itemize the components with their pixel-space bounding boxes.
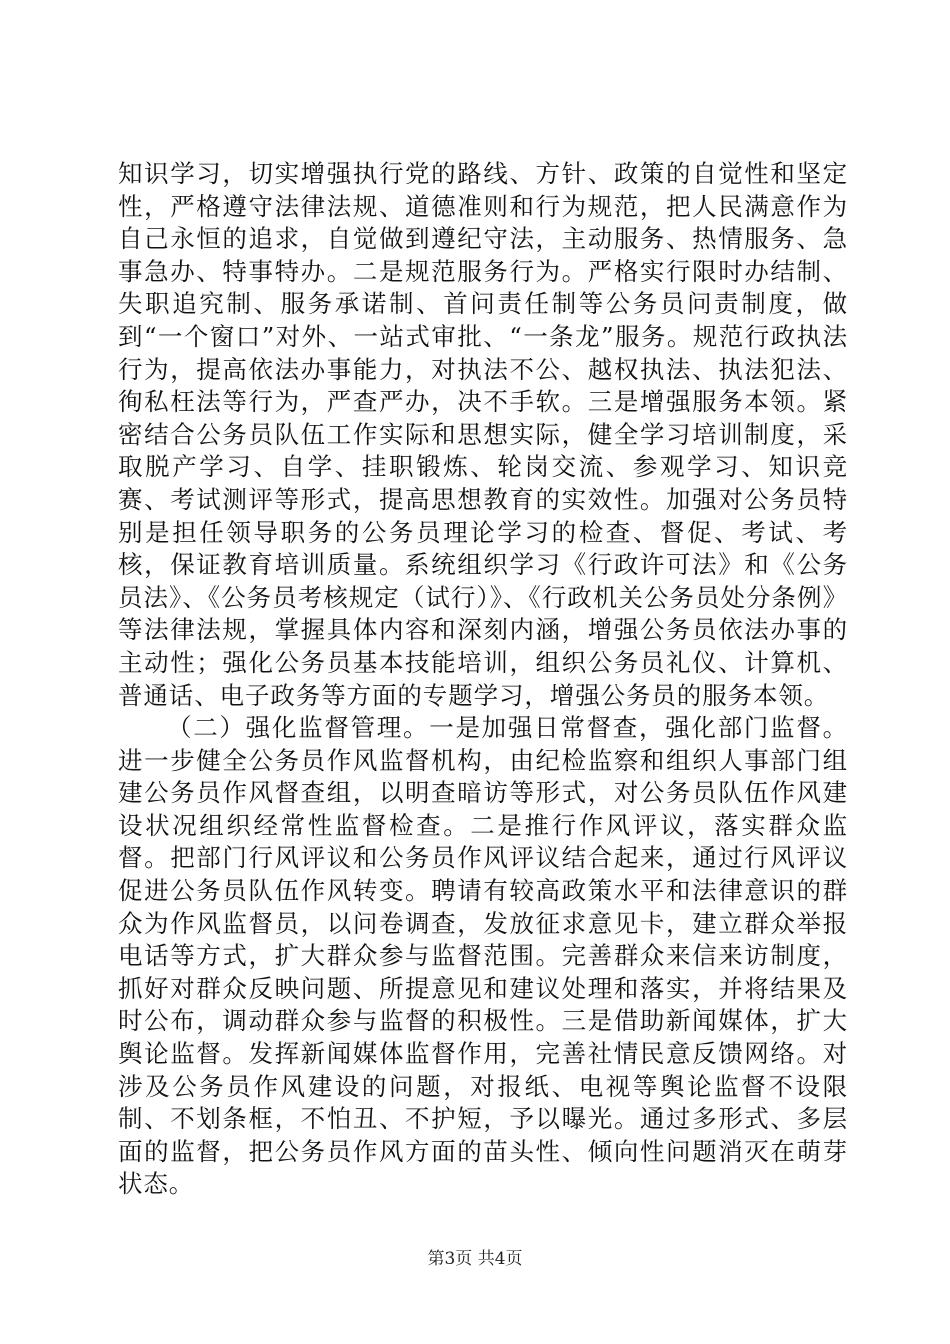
page-number-footer: 第3页 共4页 [427, 1249, 523, 1269]
document-body [118, 158, 848, 1201]
paragraph-continuation: 知识学习，切实增强执行党的路线、方针、政策的自觉性和坚定性，严格遵守法律法规、道德准则和行为规范，把人民满意作为自己永恒的追求，自觉做到遵纪守法，主动服务、热情服务、急事急办、特事特办。二是规范服务行为。严格实行限时办结制、失职追究制、服务承诺制、首问责任制等公务员问责制度，做到“一个窗口”对外、一站式审批、“一条龙”服务。规范行政执法行为，提高依法办事能力，对执法不公、越权执法、执法犯法、徇私枉法等行为，严查严办，决不手软。三是增强服务本领。紧密结合公务员队伍工作实际和思想实际，健全学习培训制度，采取脱产学习、自学、挂职锻炼、轮岗交流、参观学习、知识竞赛、考试测评等形式，提高思想教育的实效性。加强对公务员特别是担任领导职务的公务员理论学习的检查、督促、考试、考核，保证教育培训质量。系统组织学习《行政许可法》和《公务员法》、《公务员考核规定（试行）》、《行政机关公务员处分条例》等法律法规，掌握具体内容和深刻内涵，增强公务员依法办事的主动性；强化公务员基本技能培训，组织公务员礼仪、计算机、普通话、电子政务等方面的专题学习，增强公务员的服务本领。 [118, 159, 848, 710]
paragraph-supervision: （二）强化监督管理。一是加强日常督查，强化部门监督。进一步健全公务员作风监督机构，由纪检监察和组织人事部门组建公务员作风督查组，以明查暗访等形式，对公务员队伍作风建设状况组织经常性监督检查。二是推行作风评议，落实群众监督。把部门行风评议和公务员作风评议结合起来，通过行风评议促进公务员队伍作风转变。聘请有较高政策水平和法律意识的群众为作风监督员，以问卷调查，发放征求意见卡，建立群众举报电话等方式，扩大群众参与监督范围。完善群众来信来访制度，抓好对群众反映问题、所提意见和建议处理和落实，并将结果及时公布，调动群众参与监督的积极性。三是借助新闻媒体，扩大舆论监督。发挥新闻媒体监督作用，完善社情民意反馈网络。对涉及公务员作风建设的问题，对报纸、电视等舆论监督不设限制、不划条框，不怕丑、不护短，予以曝光。通过多形式、多层面的监督，把公务员作风方面的苗头性、倾向性问题消灭在萌芽状态。 [118, 713, 848, 1199]
